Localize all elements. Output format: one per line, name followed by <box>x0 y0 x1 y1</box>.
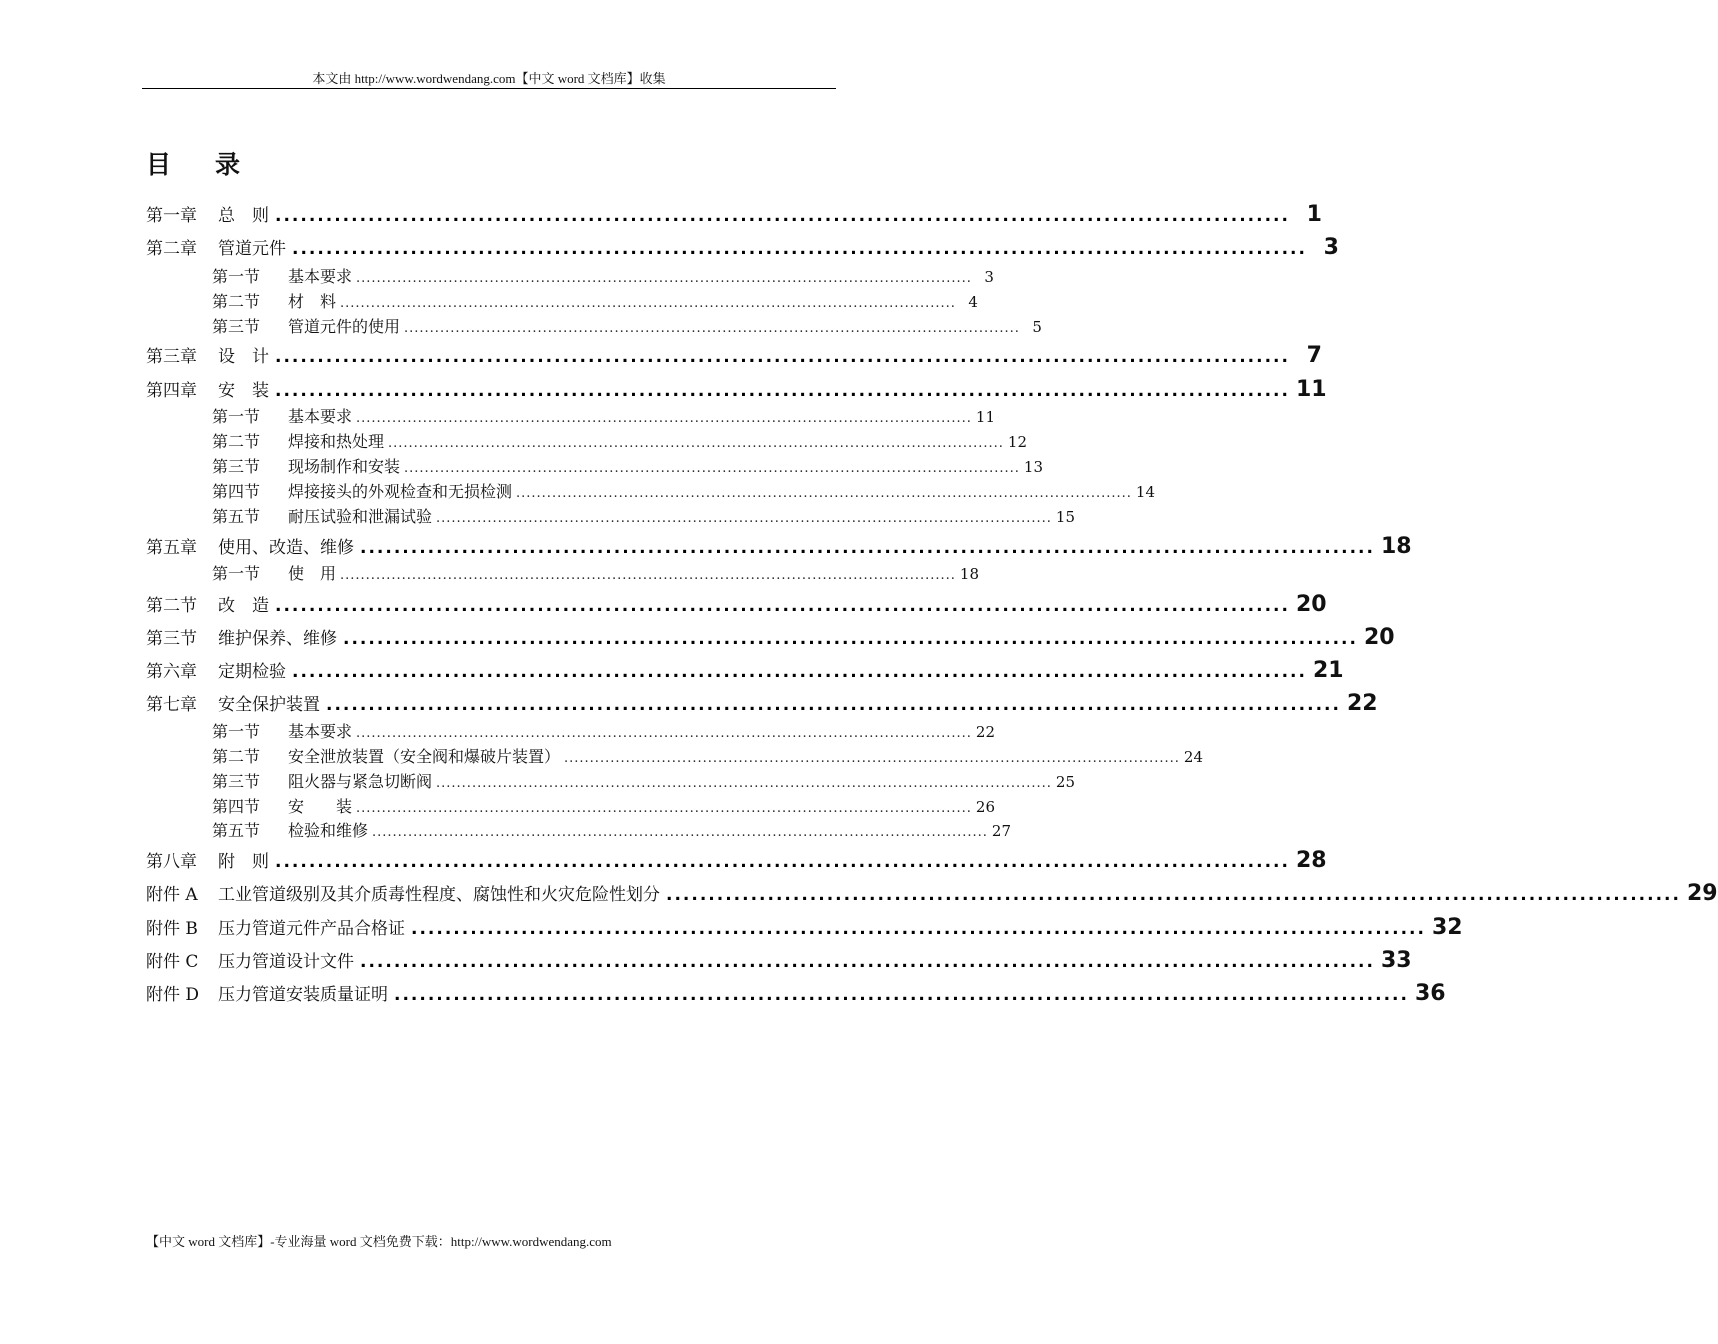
toc-entry[interactable] <box>212 289 978 311</box>
entry-title: 使 用 <box>288 564 337 583</box>
entry-page: 3 <box>1323 235 1339 260</box>
toc-entry[interactable] <box>146 234 1339 262</box>
toc-title <box>146 145 240 181</box>
dot-leader: ........................................................................................................................ <box>340 568 956 583</box>
toc-entry[interactable] <box>212 719 995 741</box>
entry-page: 1 <box>1306 202 1322 227</box>
toc-entry[interactable] <box>212 504 1075 526</box>
dot-leader: ........................................................................................................................ <box>404 461 1020 476</box>
dot-leader: ........................................................................................................................ <box>436 511 1052 526</box>
dot-leader: ........................................................................................................................ <box>275 381 1290 401</box>
entry-number: 第一章 <box>146 206 197 226</box>
entry-number: 第六章 <box>146 662 197 682</box>
entry-title: 压力管道元件产品合格证 <box>218 919 405 939</box>
entry-title: 附 则 <box>218 852 269 872</box>
toc-entry[interactable] <box>212 314 1042 336</box>
toc-entry[interactable] <box>146 880 1718 908</box>
entry-number: 第二章 <box>146 239 197 259</box>
dot-leader: ........................................................................................................................ <box>292 239 1307 259</box>
entry-page: 12 <box>1007 433 1027 451</box>
toc-entry[interactable] <box>146 342 1322 370</box>
dot-leader: ........................................................................................................................ <box>343 629 1358 649</box>
entry-title: 阻火器与紧急切断阀 <box>288 772 433 791</box>
entry-title: 管道元件的使用 <box>288 317 401 336</box>
entry-page: 14 <box>1135 483 1155 501</box>
entry-page: 26 <box>975 798 995 816</box>
entry-title: 安 装 <box>288 797 353 816</box>
entry-page: 20 <box>1363 625 1395 650</box>
entry-title: 压力管道安装质量证明 <box>218 985 388 1005</box>
toc-entry[interactable] <box>212 794 995 816</box>
toc-entry[interactable] <box>146 376 1327 404</box>
entry-number: 第四节 <box>212 482 261 501</box>
entry-page: 7 <box>1306 343 1322 368</box>
entry-title: 基本要求 <box>288 722 353 741</box>
toc-entry[interactable] <box>146 980 1446 1008</box>
entry-page: 27 <box>991 822 1011 840</box>
header-text: 本文由 http://www.wordwendang.com【中文 word 文档库】收集 <box>312 71 666 86</box>
dot-leader: ........................................................................................................................ <box>326 695 1341 715</box>
entry-title: 压力管道设计文件 <box>218 952 354 972</box>
toc-title-char-1: 目 <box>146 150 172 179</box>
entry-number: 第四节 <box>212 797 261 816</box>
dot-leader: ........................................................................................................................ <box>411 919 1426 939</box>
toc-entry[interactable] <box>212 818 1011 840</box>
toc-entry[interactable] <box>212 744 1203 766</box>
dot-leader: ........................................................................................................................ <box>404 321 1020 336</box>
entry-title: 现场制作和安装 <box>288 457 401 476</box>
entry-page: 20 <box>1295 592 1327 617</box>
entry-page: 33 <box>1380 948 1412 973</box>
entry-page: 28 <box>1295 848 1327 873</box>
entry-title: 基本要求 <box>288 267 353 286</box>
entry-title: 使用、改造、维修 <box>218 538 354 558</box>
toc-entry[interactable] <box>146 591 1327 619</box>
toc-entry[interactable] <box>212 479 1155 501</box>
toc-entry[interactable] <box>146 914 1463 942</box>
entry-page: 24 <box>1183 748 1203 766</box>
entry-page: 22 <box>975 723 995 741</box>
entry-title: 改 造 <box>218 596 269 616</box>
page-footer: 【中文 word 文档库】-专业海量 word 文档免费下载：http://www.wordwendang.com <box>146 1234 612 1249</box>
entry-number: 第三节 <box>146 629 197 649</box>
entry-page: 18 <box>959 565 979 583</box>
entry-number: 第三章 <box>146 347 197 367</box>
entry-title: 材 料 <box>288 292 337 311</box>
entry-title: 总 则 <box>218 206 269 226</box>
entry-page: 11 <box>1295 377 1327 402</box>
entry-title: 检验和维修 <box>288 821 369 840</box>
toc-entry[interactable] <box>146 657 1344 685</box>
dot-leader: ........................................................................................................................ <box>356 411 972 426</box>
dot-leader: ........................................................................................................................ <box>275 596 1290 616</box>
entry-number: 第三节 <box>212 317 261 336</box>
entry-number: 附件 A <box>146 885 198 905</box>
entry-page: 5 <box>1032 318 1042 336</box>
entry-title: 管道元件 <box>218 239 286 259</box>
entry-title: 安全泄放装置（安全阀和爆破片装置） <box>288 747 561 766</box>
dot-leader: ........................................................................................................................ <box>292 662 1307 682</box>
entry-number: 第二节 <box>212 432 261 451</box>
entry-number: 附件 B <box>146 919 198 939</box>
entry-number: 第七章 <box>146 695 197 715</box>
dot-leader: ........................................................................................................................ <box>360 952 1375 972</box>
entry-page: 11 <box>975 408 995 426</box>
entry-number: 第二节 <box>146 596 197 616</box>
dot-leader: ........................................................................................................................ <box>356 801 972 816</box>
dot-leader: ........................................................................................................................ <box>372 825 988 840</box>
entry-title: 设 计 <box>218 347 269 367</box>
entry-page: 21 <box>1312 658 1344 683</box>
entry-number: 第五节 <box>212 821 261 840</box>
toc-title-char-2: 录 <box>215 150 241 179</box>
entry-number: 第五章 <box>146 538 197 558</box>
dot-leader: ........................................................................................................................ <box>360 538 1375 558</box>
dot-leader: ........................................................................................................................ <box>516 486 1132 501</box>
toc-entry[interactable] <box>212 561 979 583</box>
entry-number: 第一节 <box>212 564 261 583</box>
entry-number: 第一节 <box>212 267 261 286</box>
entry-title: 焊接和热处理 <box>288 432 385 451</box>
entry-title: 安全保护装置 <box>218 695 320 715</box>
entry-page: 3 <box>984 268 994 286</box>
toc-entry[interactable] <box>212 454 1043 476</box>
toc-entry[interactable] <box>146 847 1327 875</box>
dot-leader: ........................................................................................................................ <box>436 776 1052 791</box>
header-rule <box>142 88 836 89</box>
entry-title: 安 装 <box>218 381 269 401</box>
dot-leader: ........................................................................................................................ <box>340 296 956 311</box>
entry-number: 第四章 <box>146 381 197 401</box>
toc-entry[interactable] <box>146 533 1412 561</box>
entry-number: 第二节 <box>212 747 261 766</box>
dot-leader: ........................................................................................................................ <box>275 347 1290 367</box>
entry-title: 定期检验 <box>218 662 286 682</box>
dot-leader: ........................................................................................................................ <box>564 751 1180 766</box>
entry-number: 第一节 <box>212 722 261 741</box>
entry-number: 附件 D <box>146 985 200 1005</box>
toc-entry[interactable] <box>146 201 1322 229</box>
entry-number: 第三节 <box>212 772 261 791</box>
toc-entry[interactable] <box>212 429 1027 451</box>
entry-page: 13 <box>1023 458 1043 476</box>
dot-leader: ........................................................................................................................ <box>356 726 972 741</box>
entry-page: 29 <box>1686 881 1718 906</box>
entry-page: 36 <box>1414 981 1446 1006</box>
entry-title: 维护保养、维修 <box>218 629 337 649</box>
dot-leader: ........................................................................................................................ <box>275 852 1290 872</box>
toc-entry[interactable] <box>212 264 994 286</box>
toc-entry[interactable] <box>146 624 1395 652</box>
toc-entry[interactable] <box>212 769 1075 791</box>
dot-leader: ........................................................................................................................ <box>388 436 1004 451</box>
entry-number: 第八章 <box>146 852 197 872</box>
entry-page: 4 <box>968 293 978 311</box>
entry-number: 第二节 <box>212 292 261 311</box>
entry-page: 22 <box>1346 691 1378 716</box>
dot-leader: ........................................................................................................................ <box>394 985 1409 1005</box>
toc-entry[interactable] <box>146 690 1378 718</box>
entry-page: 25 <box>1055 773 1075 791</box>
entry-page: 15 <box>1055 508 1075 526</box>
entry-number: 附件 C <box>146 952 199 972</box>
dot-leader: ........................................................................................................................ <box>666 885 1681 905</box>
dot-leader: ........................................................................................................................ <box>275 206 1290 226</box>
entry-title: 基本要求 <box>288 407 353 426</box>
entry-title: 耐压试验和泄漏试验 <box>288 507 433 526</box>
dot-leader: ........................................................................................................................ <box>356 271 972 286</box>
entry-page: 32 <box>1431 915 1463 940</box>
entry-number: 第三节 <box>212 457 261 476</box>
entry-title: 焊接接头的外观检查和无损检测 <box>288 482 513 501</box>
entry-title: 工业管道级别及其介质毒性程度、腐蚀性和火灾危险性划分 <box>218 885 660 905</box>
toc-entry[interactable] <box>146 947 1412 975</box>
toc-entry[interactable] <box>212 404 995 426</box>
entry-number: 第一节 <box>212 407 261 426</box>
entry-number: 第五节 <box>212 507 261 526</box>
entry-page: 18 <box>1380 534 1412 559</box>
